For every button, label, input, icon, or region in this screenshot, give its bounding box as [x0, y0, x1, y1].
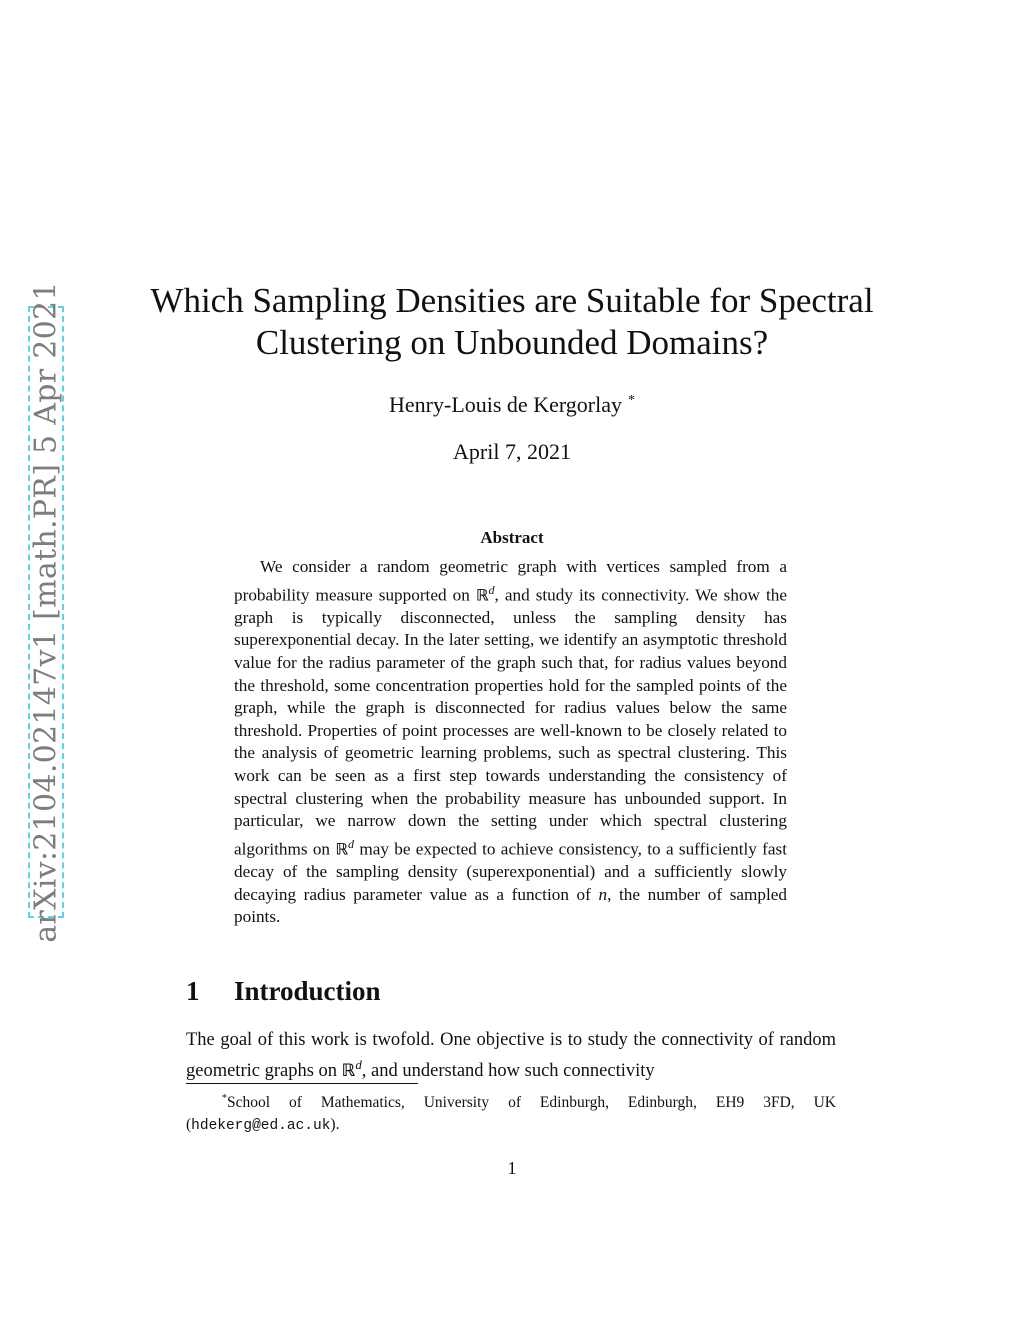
page-number: 1	[507, 1158, 517, 1178]
math-real-numbers: ℝ	[341, 1060, 356, 1081]
paper-title: Which Sampling Densities are Suitable for Spectral Clustering on Unbounded Domains?	[150, 281, 874, 362]
math-dimension: d	[488, 582, 495, 597]
introduction-paragraph	[186, 1029, 836, 1083]
footnote-text-1: School of Mathematics, University of Edinburgh, Edinburgh, EH9 3FD, UK (	[186, 1094, 836, 1133]
math-dimension: d	[348, 836, 355, 851]
author-name: Henry-Louis de Kergorlay	[389, 392, 622, 417]
author-email-link[interactable]: hdekerg@ed.ac.uk	[191, 1118, 331, 1134]
intro-text-1: The goal of this work is twofold. One objective is to study the connectivity of random geometric graphs on	[186, 1030, 836, 1081]
footnote-text-2: ).	[330, 1116, 340, 1133]
math-n: n	[598, 884, 608, 904]
math-real-numbers: ℝ	[475, 585, 489, 605]
intro-text-2: , and understand how such connectivity	[361, 1060, 655, 1081]
abstract-text-3: may be expected to achieve consistency, to a sufficiently fast decay of the sampling density (superexponential) and a sufficiently slowly decaying radius parameter value as a function of	[234, 839, 787, 904]
abstract-text-4: , the number of sampled points.	[234, 884, 787, 927]
math-real-numbers: ℝ	[335, 839, 348, 859]
abstract-text-1: We consider a random geometric graph with vertices sampled from a probability measure supported on	[234, 557, 787, 605]
paper-date: April 7, 2021	[453, 439, 571, 464]
section-title: Introduction	[234, 976, 381, 1006]
footnote-mark: *	[222, 1093, 227, 1104]
author-footnote-mark: *	[627, 393, 635, 408]
section-heading	[186, 976, 381, 1007]
math-dimension: d	[355, 1056, 362, 1072]
section-number: 1	[186, 976, 200, 1006]
footnote-divider	[186, 1083, 418, 1084]
abstract-heading: Abstract	[480, 528, 544, 547]
author-line	[0, 392, 1024, 418]
arxiv-identifier-text: arXiv:2104.02147v1 [math.PR] 5 Apr 2021	[28, 281, 64, 943]
abstract-body	[234, 556, 787, 929]
abstract-text-2: , and study its connectivity. We show the graph is typically disconnected, unless the sampling density has superexponential decay. In the later setting, we identify an asymptotic threshold value for the radius parameter of the graph such that, for radius values beyond the threshold, some concentration properties hold for the sampled points of the graph, while the graph is disconnected for radius values below the same threshold. Properties of point processes are well-known to be closely related to the analysis of geometric learning problems, such as spectral clustering. This work can be seen as a first step towards understanding the consistency of spectral clustering when the probability measure has unbounded support. In particular, we narrow down the setting under which spectral clustering algorithms on	[234, 585, 787, 859]
footnote	[186, 1088, 836, 1137]
